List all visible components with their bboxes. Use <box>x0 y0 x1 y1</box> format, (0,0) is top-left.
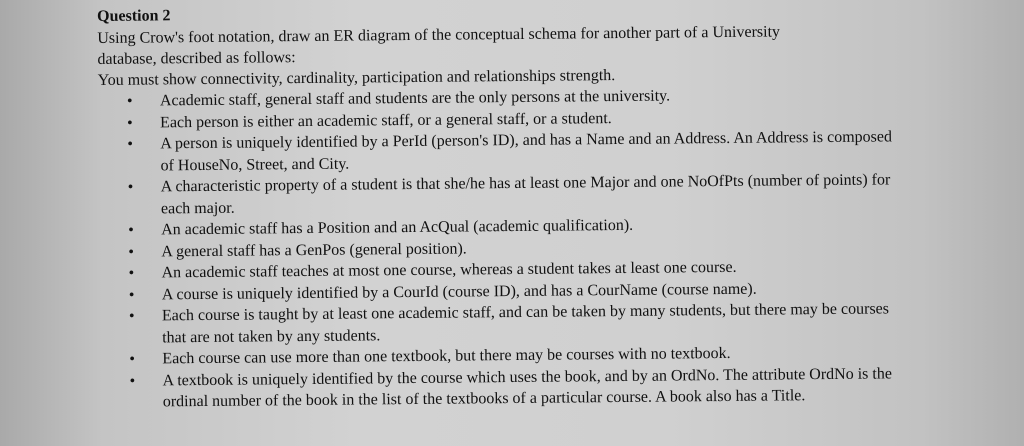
requirement-text: Each course is taught by at least one academic staff, and can be taken by many students, but there may be courses that are not taken by any students. <box>161 300 890 346</box>
bullet-icon: • <box>126 92 133 110</box>
requirement-text: An academic staff has a Position and an AcQual (academic qualification). <box>161 216 634 239</box>
requirement-item <box>100 363 900 414</box>
intro-line-1: Using Crow's foot notation, draw an ER diagram of the conceptual schema for another part of a University <box>97 23 781 47</box>
requirement-text: Academic staff, general staff and students are the only persons at the university. <box>159 87 671 110</box>
requirement-text: A person is uniquely identified by a PerId (person's ID), and has a Name and an Address. An Address is composed of HouseNo, Street, and City. <box>160 128 893 174</box>
requirement-item <box>98 126 898 177</box>
requirement-text: Each person is either an academic staff, or a general staff, or a student. <box>160 109 612 131</box>
question-block <box>97 0 901 413</box>
requirement-text: An academic staff teaches at most one course, whereas a student takes at least one course. <box>161 258 737 282</box>
bullet-icon: • <box>128 243 135 261</box>
requirement-item <box>100 298 900 349</box>
bullet-icon: • <box>129 372 136 390</box>
bullet-icon: • <box>128 264 135 282</box>
requirement-text: Each course can use more than one textbook, but there may be courses with no textbook. <box>162 344 731 368</box>
requirement-text: A general staff has a GenPos (general position). <box>161 239 467 260</box>
bullet-icon: • <box>128 307 135 325</box>
requirement-text: A textbook is uniquely identified by the course which uses the book, and by an OrdNo. The attribute OrdNo is the ordinal number of the book in the list of the textbooks of a particular course. A book also has a Title. <box>162 364 892 411</box>
requirements-list <box>98 83 901 413</box>
bullet-icon: • <box>128 286 135 304</box>
bullet-icon: • <box>127 114 133 132</box>
requirement-text: A course is uniquely identified by a CourId (course ID), and has a CourName (course name). <box>161 280 757 303</box>
requirement-item <box>99 169 899 220</box>
bullet-icon: • <box>128 221 134 239</box>
intro-line-2: database, described as follows: <box>97 49 296 68</box>
question-title: Question 2 <box>97 7 171 25</box>
bullet-icon: • <box>127 178 134 196</box>
requirement-text: A characteristic property of a student is that she/he has at least one Major and one NoOfPts (number of points) for each major. <box>160 171 891 217</box>
intro-line-3: You must show connectivity, cardinality, participation and relationships strength. <box>97 67 616 89</box>
bullet-icon: • <box>127 135 134 153</box>
bullet-icon: • <box>129 350 136 368</box>
